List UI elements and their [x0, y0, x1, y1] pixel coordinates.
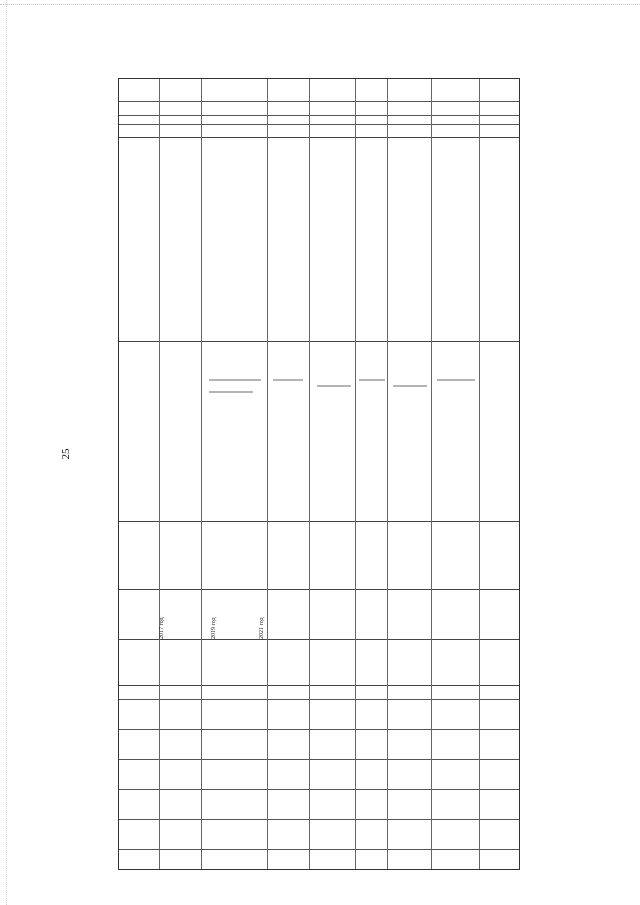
illegible-text — [209, 379, 261, 381]
row-line — [159, 79, 160, 869]
grid-line — [119, 759, 519, 760]
program-table — [118, 78, 520, 870]
row-line — [201, 79, 202, 869]
grid-line — [119, 849, 519, 850]
year-label: 2019 год — [211, 617, 217, 639]
grid-line — [119, 115, 519, 116]
table-divider — [119, 685, 519, 686]
table-divider — [119, 341, 519, 342]
table-divider — [119, 589, 519, 590]
illegible-text — [393, 385, 427, 387]
illegible-text — [273, 379, 303, 381]
row-line — [387, 79, 388, 869]
row-line — [355, 79, 356, 869]
row-line — [309, 79, 310, 869]
year-label: 2021 год — [259, 617, 265, 639]
illegible-text — [209, 391, 253, 393]
grid-line — [119, 124, 519, 125]
illegible-text — [437, 379, 475, 381]
grid-line — [119, 729, 519, 730]
row-line — [267, 79, 268, 869]
grid-line — [119, 789, 519, 790]
table-divider — [119, 137, 519, 138]
illegible-text — [359, 379, 385, 381]
scan-dash-top — [0, 4, 640, 5]
table-divider — [119, 521, 519, 522]
grid-line — [119, 819, 519, 820]
grid-line — [119, 101, 519, 102]
row-line — [479, 79, 480, 869]
year-label: 2017 год — [159, 617, 165, 639]
row-line — [431, 79, 432, 869]
scan-dash-left — [6, 0, 7, 905]
table-divider — [119, 639, 519, 640]
page-number: 25 — [60, 448, 72, 460]
illegible-text — [317, 385, 351, 387]
grid-line — [119, 699, 519, 700]
